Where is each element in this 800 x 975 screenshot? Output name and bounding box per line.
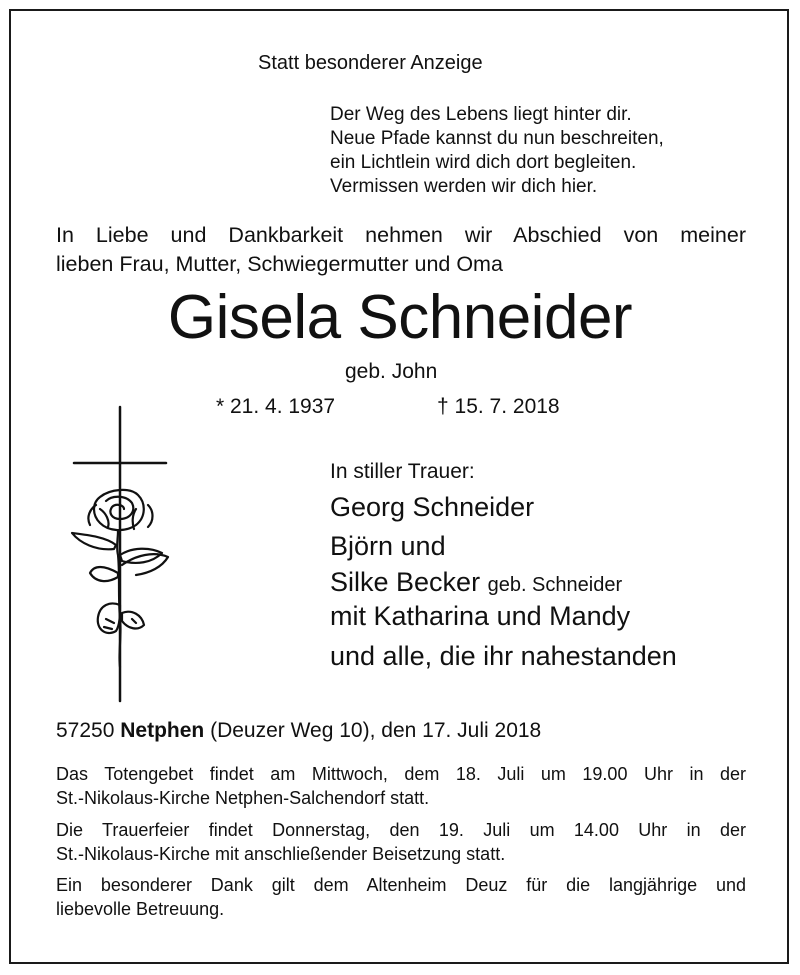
address-town: Netphen [120, 719, 205, 742]
poem-line: Neue Pfade kannst du nun beschreiten, [330, 128, 664, 149]
intro-line: lieben Frau, Mutter, Schwiegermutter und Oma [56, 252, 503, 276]
poem-line: ein Lichtlein wird dich dort begleiten. [330, 152, 637, 173]
paragraph-line: St.-Nikolaus-Kirche Netphen-Salchendorf statt. [56, 788, 430, 808]
birth-date: * 21. 4. 1937 [216, 395, 336, 418]
poem [330, 103, 664, 199]
thanks-paragraph [56, 873, 746, 921]
mourner-name: Silke Becker [330, 567, 481, 597]
poem-line: Vermissen werden wir dich hier. [330, 176, 598, 197]
mourner-line [330, 567, 622, 598]
mourners-label: In stiller Trauer: [330, 460, 475, 483]
paragraph-line: Das Totengebet findet am Mittwoch, dem 18. Juli um 19.00 Uhr in der [56, 764, 746, 784]
address-line [56, 719, 541, 743]
mourner-line: mit Katharina und Mandy [330, 601, 631, 631]
notice-header: Statt besonderer Anzeige [258, 52, 483, 74]
maiden-name: geb. John [345, 360, 438, 383]
funeral-paragraph [56, 818, 746, 866]
paragraph-line: Die Trauerfeier findet Donnerstag, den 19. Juli um 14.00 Uhr in der [56, 820, 746, 840]
cross-with-rose-icon [66, 405, 176, 705]
mourner-line: Georg Schneider [330, 492, 535, 522]
prayer-paragraph [56, 762, 746, 810]
intro-text [56, 221, 746, 279]
intro-line: In Liebe und Dankbarkeit nehmen wir Abschied von meiner [56, 223, 746, 247]
mourner-line: Björn und [330, 531, 446, 561]
address-rest: (Deuzer Weg 10), den 17. Juli 2018 [210, 719, 542, 742]
deceased-name: Gisela Schneider [167, 283, 633, 352]
paragraph-line: St.-Nikolaus-Kirche mit anschließender Beisetzung statt. [56, 844, 506, 864]
poem-line: Der Weg des Lebens liegt hinter dir. [330, 104, 632, 125]
mourner-line: und alle, die ihr nahestanden [330, 641, 677, 671]
mourner-maiden-note: geb. Schneider [487, 574, 623, 596]
paragraph-line: liebevolle Betreuung. [56, 899, 225, 919]
paragraph-line: Ein besonderer Dank gilt dem Altenheim Deuz für die langjährige und [56, 875, 746, 895]
address-zip: 57250 [56, 719, 115, 742]
death-date: † 15. 7. 2018 [437, 395, 560, 418]
